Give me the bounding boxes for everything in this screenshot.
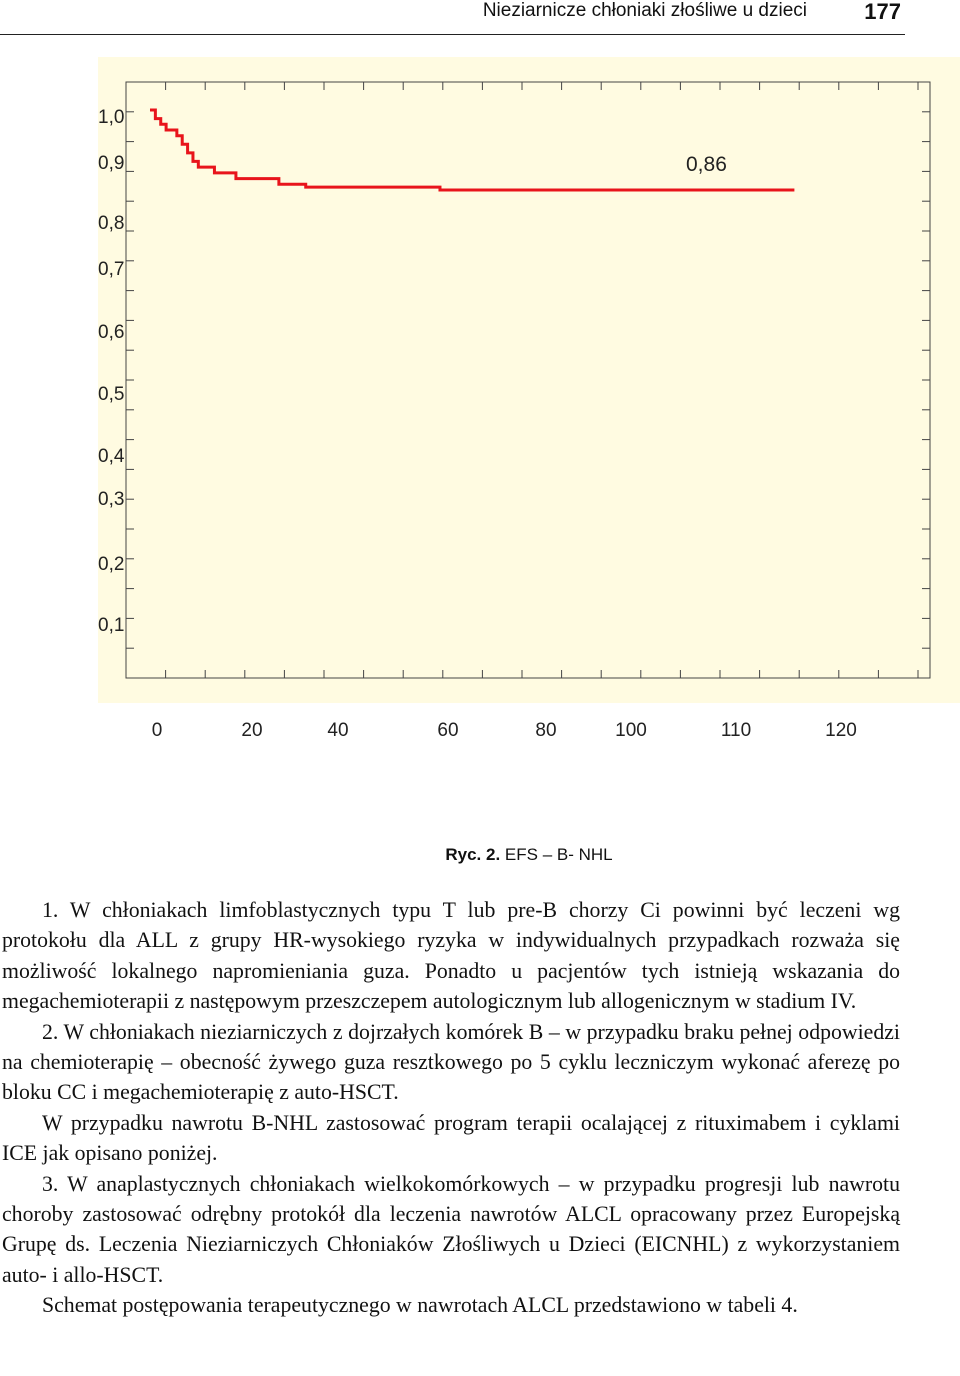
y-tick-label: 0,1 [98, 615, 125, 636]
paragraph: 2. W chłoniakach nieziarniczych z dojrzałych komórek B – w przypadku braku pełnej odpowiedzi na chemioterapię – obecność żywego guza resztkowego po 5 cyklu leczniczym wykonać aferezę po bloku CC i megachemioterapię z auto-HSCT. [2, 1019, 900, 1105]
x-tick-label: 60 [437, 720, 459, 741]
y-tick-label: 0,9 [98, 153, 125, 174]
x-tick-label: 80 [535, 720, 557, 741]
plot-frame [126, 82, 930, 678]
body-text [2, 895, 900, 1321]
running-title: Nieziarnicze chłoniaki złośliwe u dzieci [482, 0, 807, 21]
x-tick-label: 20 [241, 720, 263, 741]
x-tick-label: 110 [720, 720, 752, 741]
y-tick-label: 0,5 [98, 384, 125, 405]
x-tick-label: 0 [151, 720, 163, 741]
y-tick-label: 0,8 [98, 213, 125, 234]
y-tick-label: 0,7 [98, 259, 125, 280]
x-tick-label: 100 [615, 720, 647, 741]
chart-annotation: 0,86 [686, 153, 727, 176]
paragraph: 3. W anaplastycznych chłoniakach wielkokomórkowych – w przypadku progresji lub nawrotu choroby zastosować odrębny protokół dla leczenia nawrotów ALCL opracowany przez Europejską Grupę ds. Leczenia Nieziarniczych Chłoniaków Złośliwych u Dzieci (EICNHL) z wykorzystaniem auto- i allo-HSCT. [2, 1171, 900, 1287]
y-tick-label: 0,2 [98, 554, 125, 575]
x-tick-label: 40 [327, 720, 349, 741]
survival-curve [150, 110, 794, 190]
figure-caption [0, 845, 960, 865]
paragraph: 1. W chłoniakach limfoblastycznych typu T lub pre-B chorzy Ci powinni być leczeni wg protokołu dla ALL z grupy HR-wysokiego ryzyka w indywidualnych przypadkach rozważa się możliwość lokalnego napromieniania guza. Ponadto u pacjentów tych istnieją wskazania do megachemioterapii z następowym przeszczepem autologicznym lub allogenicznym w stadium IV. [2, 898, 900, 1014]
y-tick-label: 0,4 [98, 446, 125, 467]
y-tick-label: 0,3 [98, 489, 125, 510]
x-tick-label: 120 [825, 720, 857, 741]
page-number: 177 [864, 0, 901, 24]
y-tick-label: 0,6 [98, 322, 125, 343]
paragraph: Schemat postępowania terapeutycznego w nawrotach ALCL przedstawiono w tabeli 4. [42, 1293, 798, 1318]
y-tick-label: 1,0 [98, 107, 125, 128]
caption-label: Ryc. 2. [445, 845, 501, 864]
caption-text: EFS – B- NHL [504, 845, 613, 864]
paragraph: W przypadku nawrotu B-NHL zastosować program terapii ocalającej z rituximabem i cyklami ICE jak opisano poniżej. [2, 1110, 900, 1166]
